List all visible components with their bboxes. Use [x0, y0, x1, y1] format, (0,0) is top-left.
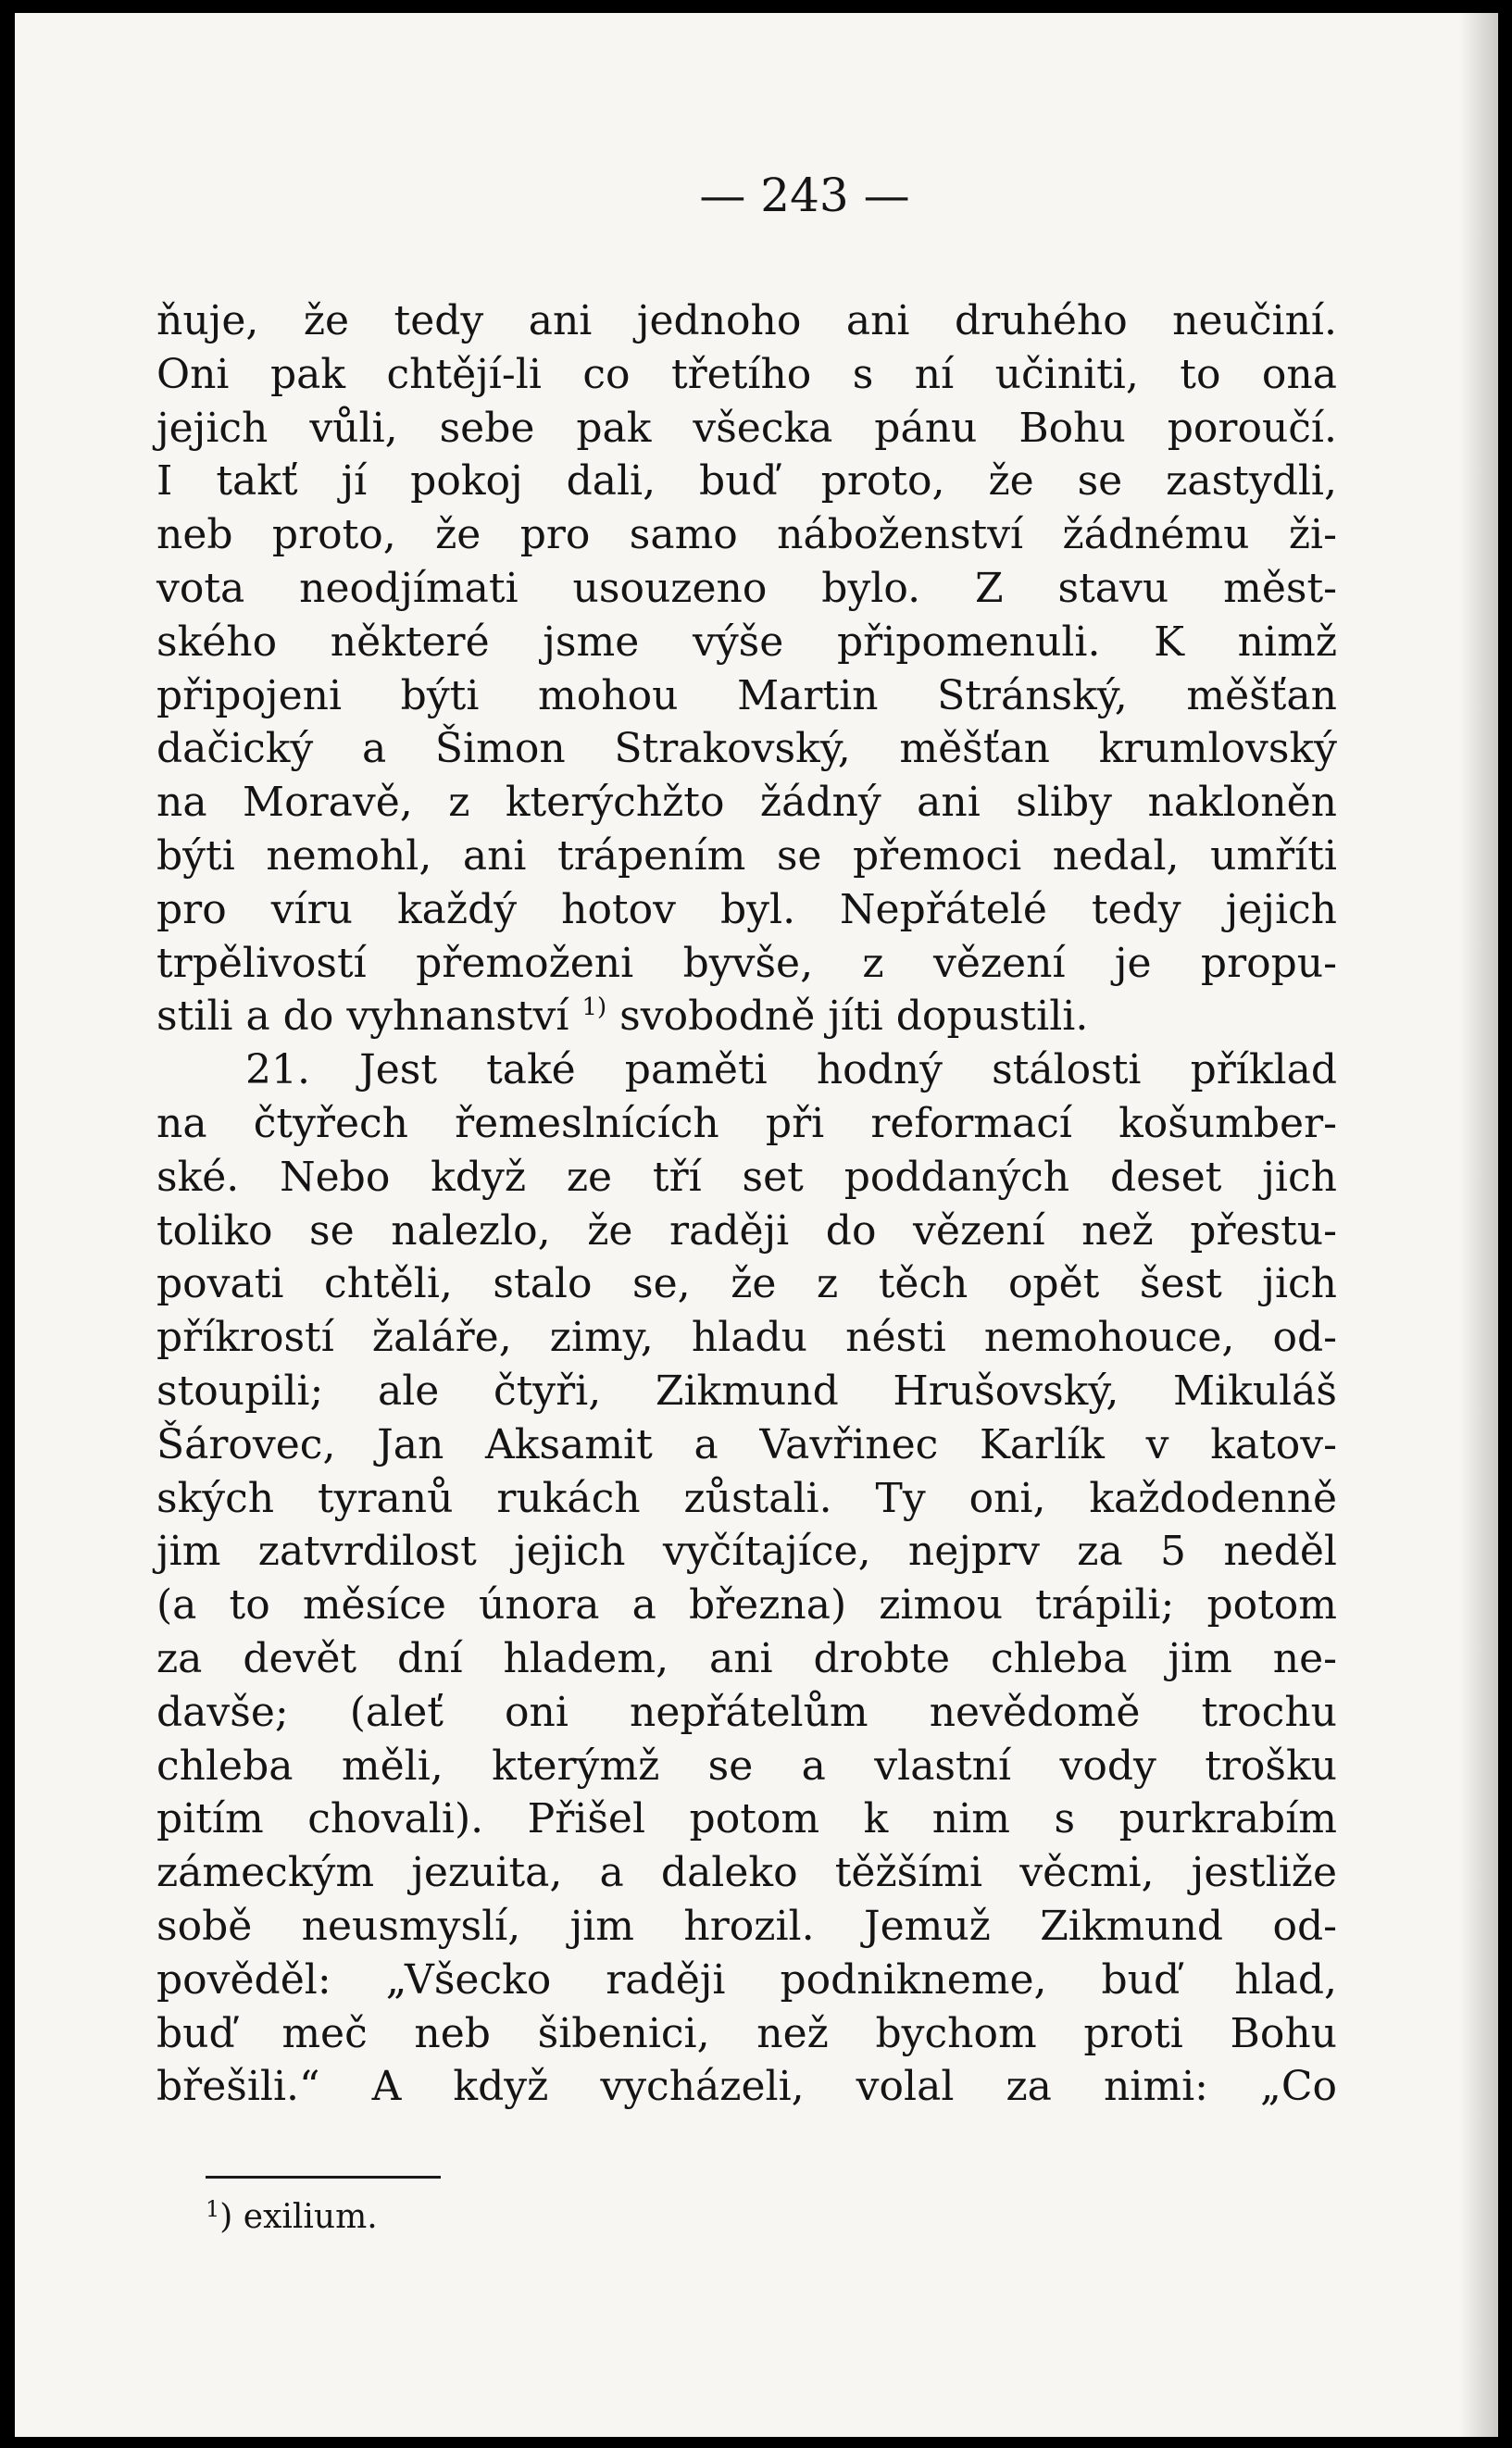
text-fragment: stili a do vyhnanství: [156, 993, 569, 1041]
text-fragment: svobodně jíti dopustili.: [606, 993, 1089, 1041]
text-line: sobě neusmyslí, jim hrozil. Jemuž Zikmund od-: [156, 1902, 1337, 1950]
text-line: ňuje, že tedy ani jednoho ani druhého neučiní.: [156, 297, 1337, 344]
text-line: Oni pak chtějí-li co třetího s ní učiniti, to ona: [156, 350, 1337, 398]
book-page: [15, 13, 1498, 2437]
text-line: neb proto, že pro samo náboženství žádnému ži-: [156, 511, 1337, 559]
text-line: povati chtěli, stalo se, že z těch opět šest jich: [156, 1260, 1337, 1308]
text-line: zámeckým jezuita, a daleko těžšími věcmi, jestliže: [156, 1849, 1337, 1897]
text-line: býti nemohl, ani trápením se přemoci nedal, umříti: [156, 831, 1337, 880]
text-line: příkrostí žaláře, zimy, hladu nésti nemohouce, od-: [156, 1314, 1337, 1362]
text-line-with-footnote-ref: [156, 990, 1337, 1043]
page-number: — 243 —: [699, 169, 910, 222]
text-line: trpělivostí přemoženi byvše, z vězení je propu-: [156, 939, 1337, 987]
text-line: za devět dní hladem, ani drobte chleba jim ne-: [156, 1634, 1337, 1682]
text-line: jejich vůli, sebe pak všecka pánu Bohu poroučí.: [156, 404, 1337, 452]
text-line: vota neodjímati usouzeno bylo. Z stavu měst-: [156, 564, 1337, 612]
text-line: připojeni býti mohou Martin Stránský, měšťan: [156, 671, 1337, 719]
text-line: jim zatvrdilost jejich vyčítajíce, nejprv za 5 neděl: [156, 1528, 1337, 1576]
text-line: toliko se nalezlo, že raději do vězení než přestu-: [156, 1206, 1337, 1255]
text-line: dačický a Šimon Strakovský, měšťan krumlovský: [156, 725, 1337, 773]
text-line: 21. Jest také paměti hodný stálosti příklad: [245, 1046, 1337, 1094]
text-line: chleba měli, kterýmž se a vlastní vody trošku: [156, 1742, 1337, 1790]
body-text: [156, 294, 1337, 2114]
text-line: Šárovec, Jan Aksamit a Vavřinec Karlík v katov-: [156, 1420, 1337, 1468]
footnote-paren: ): [219, 2198, 233, 2236]
page-edge-shadow: [1459, 13, 1498, 2437]
text-line: pro víru každý hotov byl. Nepřátelé tedy jejich: [156, 885, 1337, 933]
text-line: na čtyřech řemeslnících při reformací košumber-: [156, 1099, 1337, 1147]
footnote-marker: 1: [206, 2196, 220, 2222]
text-line: na Moravě, z kterýchžto žádný ani sliby nakloněn: [156, 779, 1337, 827]
footnote: [206, 2198, 378, 2236]
text-line: stoupili; ale čtyři, Zikmund Hrušovský, Mikuláš: [156, 1367, 1337, 1415]
text-line: I takť jí pokoj dali, buď proto, že se zastydli,: [156, 457, 1337, 506]
text-line: buď meč neb šibenici, než bychom proti Bohu: [156, 2009, 1337, 2057]
text-line: pitím chovali). Přišel potom k nim s purkrabím: [156, 1795, 1337, 1843]
text-line: ského některé jsme výše připomenuli. K nimž: [156, 618, 1337, 666]
text-line: ských tyranů rukách zůstali. Ty oni, každodenně: [156, 1474, 1337, 1522]
footnote-reference: 1): [581, 993, 607, 1022]
text-line: ské. Nebo když ze tří set poddaných deset jich: [156, 1153, 1337, 1201]
text-line: pověděl: „Všecko raději podnikneme, buď hlad,: [156, 1955, 1337, 2004]
text-line: (a to měsíce února a března) zimou trápili; potom: [156, 1581, 1337, 1630]
text-line: davše; (aleť oni nepřátelům nevědomě trochu: [156, 1688, 1337, 1736]
footnote-divider: [206, 2176, 441, 2179]
footnote-text: exilium.: [232, 2198, 378, 2236]
text-line: břešili.“ A když vycházeli, volal za nimi: „Co: [156, 2063, 1337, 2111]
